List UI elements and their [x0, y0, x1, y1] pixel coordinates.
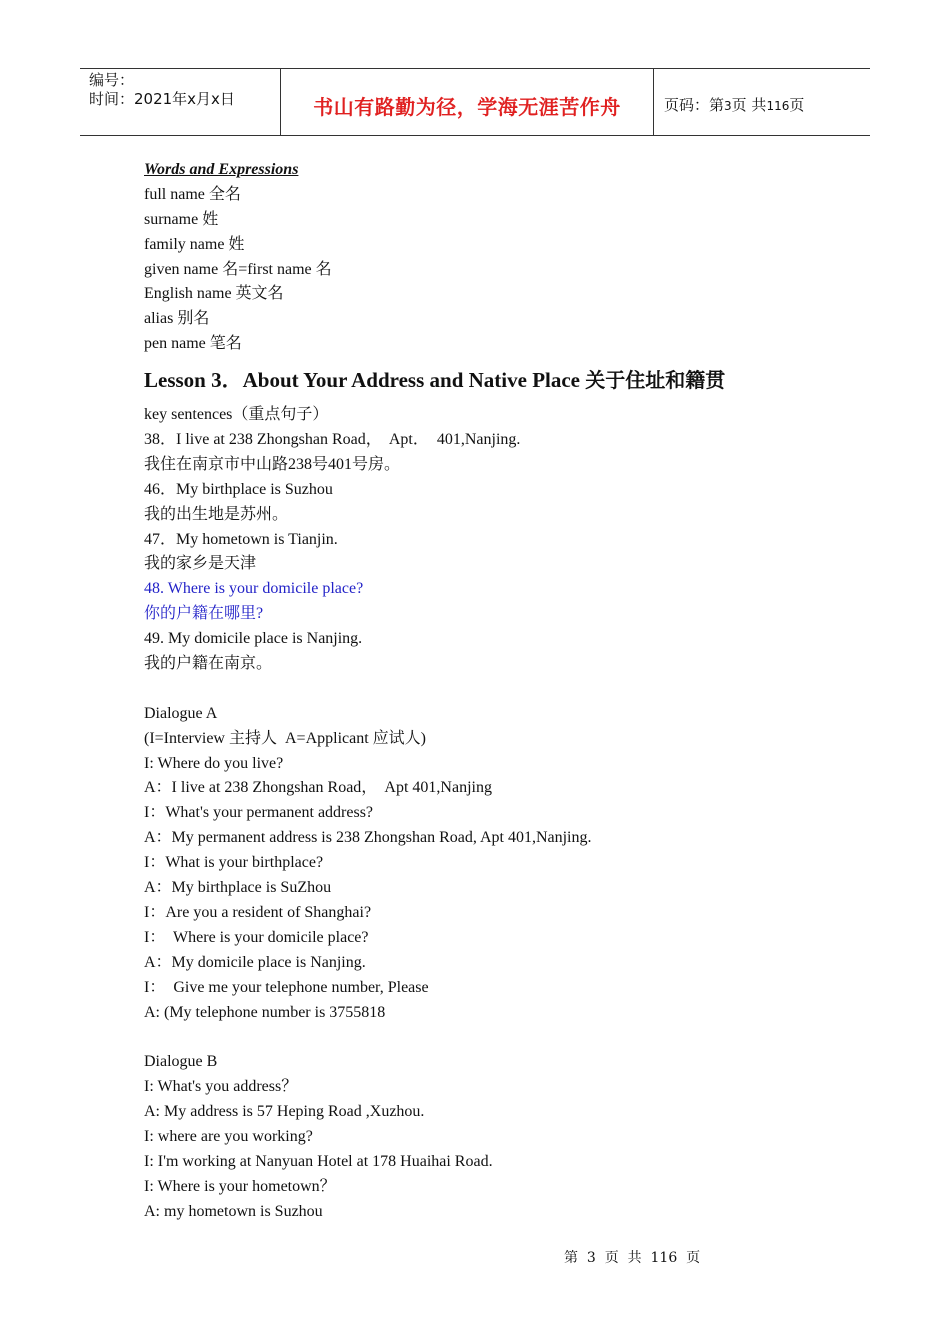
dialogue-line: I: Where is your hometown？: [144, 1177, 336, 1195]
key-sentences-label: key sentences（重点句子）: [144, 406, 329, 424]
dialogue-line: I: Where do you live?: [144, 754, 284, 772]
word-item: full name 全名: [144, 185, 241, 203]
words-heading: Words and Expressions: [144, 161, 299, 178]
spacer: [144, 1025, 844, 1050]
dialogue-line: I: I'm working at Nanyuan Hotel at 178 Huaihai Road.: [144, 1152, 493, 1170]
page-suffix: 页: [789, 96, 805, 114]
dialogue-line: I：Are you a resident of Shanghai?: [144, 903, 372, 921]
header-motto-cell: [281, 69, 654, 135]
sentence-line: 46．My birthplace is Suzhou: [144, 480, 333, 498]
dialogue-line: I：What's your permanent address?: [144, 804, 374, 822]
lesson-title-cn: 关于住址和籍贯: [585, 368, 726, 393]
document-time-label: 时间：2021年x月x日: [89, 90, 235, 108]
sentence-line: 我的出生地是苏州。: [144, 505, 289, 523]
lesson-title-en: Lesson 3．About Your Address and Native Place: [144, 368, 586, 393]
document-body: [144, 158, 844, 1225]
lesson-title: [144, 367, 844, 393]
header-page-info: [664, 94, 804, 115]
dialogue-line: I： Where is your domicile place?: [144, 928, 369, 946]
dialogue-line: I： Give me your telephone number, Please: [144, 978, 429, 996]
spacer: [144, 677, 844, 702]
word-item: surname 姓: [144, 210, 219, 228]
dialogue-a: [144, 702, 844, 1026]
dialogue-line: A：My permanent address is 238 Zhongshan Road, Apt 401,Nanjing.: [144, 829, 592, 847]
header-page-cell: [654, 69, 870, 135]
dialogue-b-title: Dialogue B: [144, 1053, 218, 1071]
header-meta-cell: [80, 69, 281, 135]
dialogue-a-title: Dialogue A: [144, 704, 218, 722]
dialogue-line: A: (My telephone number is 3755818: [144, 1003, 386, 1021]
page-header: [80, 68, 870, 136]
header-motto: 书山有路勤为径，学海无涯苦作舟: [313, 95, 621, 119]
page-prefix: 页码：第: [664, 96, 725, 114]
word-item: English name 英文名: [144, 285, 284, 303]
page-mid: 页 共: [731, 96, 767, 114]
page-total: 116: [766, 99, 790, 113]
sentence-line: 38．I live at 238 Zhongshan Road， Apt． 401,Nanjing.: [144, 431, 521, 449]
sentence-line: 我的户籍在南京。: [144, 655, 273, 673]
page-number: 3: [724, 99, 732, 113]
page-footer: 第 3 页 共 116 页: [564, 1250, 701, 1266]
dialogue-line: I: What's you address？: [144, 1078, 298, 1096]
dialogue-line: I: where are you working?: [144, 1127, 313, 1145]
dialogue-line: A: My address is 57 Heping Road ,Xuzhou.: [144, 1103, 425, 1121]
highlighted-sentence: 你的户籍在哪里?: [144, 605, 264, 623]
dialogue-line: (I=Interview 主持人 A=Applicant 应试人): [144, 729, 426, 747]
word-item: given name 名=first name 名: [144, 260, 332, 278]
word-item: pen name 笔名: [144, 335, 242, 353]
sentence-line: 我住在南京市中山路238号401号房。: [144, 455, 401, 473]
document-number-label: 编号：: [89, 71, 135, 89]
sentence-line: 我的家乡是天津: [144, 555, 257, 573]
dialogue-line: A：My domicile place is Nanjing.: [144, 953, 366, 971]
word-item: alias 别名: [144, 310, 210, 328]
word-item: family name 姓: [144, 235, 245, 253]
dialogue-line: I：What is your birthplace?: [144, 854, 324, 872]
dialogue-line: A：I live at 238 Zhongshan Road， Apt 401,Nanjing: [144, 779, 492, 797]
sentence-line: 47．My hometown is Tianjin.: [144, 530, 338, 548]
dialogue-b: [144, 1050, 844, 1224]
sentence-line: 49. My domicile place is Nanjing.: [144, 630, 363, 648]
dialogue-line: A：My birthplace is SuZhou: [144, 879, 332, 897]
key-sentences: [144, 403, 844, 677]
highlighted-sentence: 48. Where is your domicile place?: [144, 580, 364, 598]
words-list: [144, 183, 844, 357]
dialogue-line: A: my hometown is Suzhou: [144, 1202, 323, 1220]
